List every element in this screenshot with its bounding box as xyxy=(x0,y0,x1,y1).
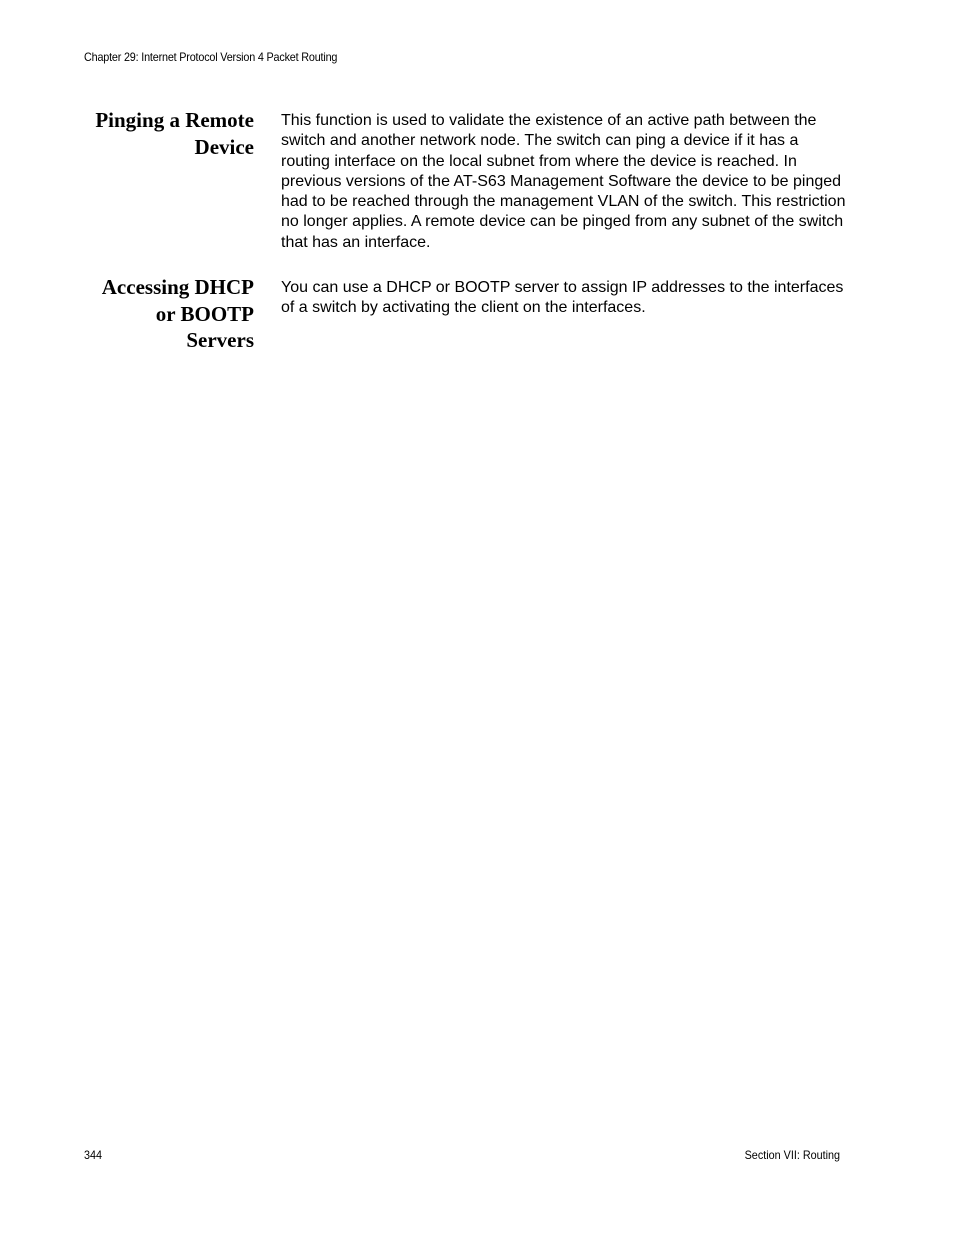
heading-line: Servers xyxy=(186,328,254,352)
section-body: This function is used to validate the existence of an active path between the switch and another network node. The switch can ping a device if it has a routing interface on the local subnet from where the device is reached. In previous versions of the AT-S63 Management Software the device to be pinged had to be reached through the management VLAN of the switch. This restriction no longer applies. A remote device can be pinged from any subnet of the switch that has an interface. xyxy=(281,112,846,251)
section-body: You can use a DHCP or BOOTP server to assign IP addresses to the interfaces of a switch by activating the client on the interfaces. xyxy=(281,279,844,317)
heading-line: Device xyxy=(194,134,254,159)
heading-line: Accessing DHCP xyxy=(101,275,254,299)
heading-line: or BOOTP xyxy=(155,301,254,326)
footer-section-title: Section VII: Routing xyxy=(744,1148,840,1162)
running-header: Chapter 29: Internet Protocol Version 4 Packet Routing xyxy=(84,50,338,64)
section-heading xyxy=(64,274,254,354)
heading-line: Pinging a Remote xyxy=(95,108,254,132)
page-number: 344 xyxy=(84,1148,103,1162)
section-heading xyxy=(64,107,254,160)
